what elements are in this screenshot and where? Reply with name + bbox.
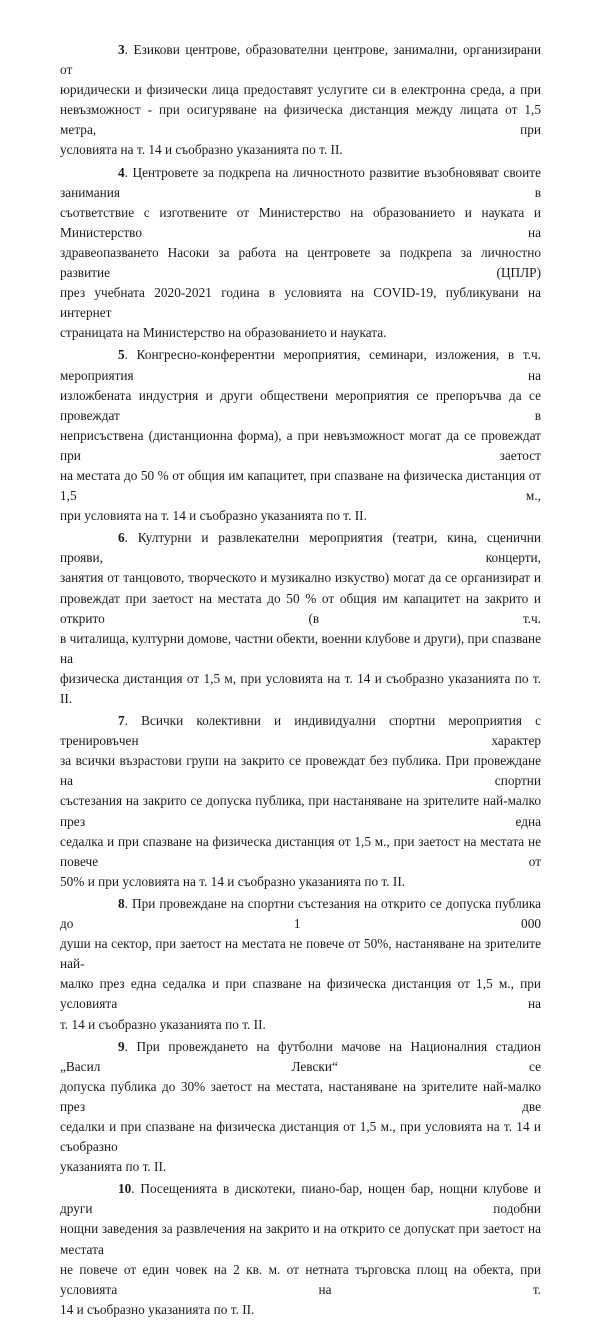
paragraph-number: 8: [118, 895, 125, 911]
paragraph-line: през учебната 2020-2021 година в условията на COVID-19, публикувани на интернет: [60, 285, 541, 321]
paragraph-line: изложбената индустрия и други обществени мероприятия се препоръчва да се провеждат в: [60, 387, 541, 423]
line-text: . Културни и развлекателни мероприятия (театри, кина, сценични прояви, концерти,: [60, 530, 541, 566]
paragraph-line: провеждат при заетост на местата до 50 % от общия им капацитет на закрито и открито (в т.ч.: [60, 590, 541, 626]
paragraph-line: не повече от един човек на 2 кв. м. от нетната търговска площ на обекта, при условията на т.: [60, 1261, 541, 1297]
paragraph-number: 6: [118, 530, 125, 546]
paragraph-line: [60, 163, 541, 203]
paragraph-line: страницата на Министерство на образованието и науката.: [60, 325, 387, 341]
paragraph-line: [60, 894, 541, 934]
paragraph-6: [60, 528, 541, 709]
paragraph-line: [60, 40, 541, 80]
paragraph-8: [60, 894, 541, 1035]
paragraph-4: [60, 163, 541, 344]
paragraph-line: при условията на т. 14 и съобразно указанията по т. II.: [60, 508, 367, 524]
document-page: [60, 40, 541, 1322]
paragraph-line: малко през една седалка и при спазване на физическа дистанция от 1,5 м., при условията на: [60, 976, 541, 1012]
paragraph-line: указанията по т. II.: [60, 1159, 167, 1175]
paragraph-line: [60, 1179, 541, 1219]
paragraph-line: [60, 1037, 541, 1077]
line-text: . При провеждането на футболни мачове на Националния стадион „Васил Левски“ се: [60, 1038, 541, 1074]
paragraph-line: занятия от танцовото, творческото и музикално изкуство) могат да се организират и: [60, 570, 541, 586]
line-text: . Посещенията в дискотеки, пиано-бар, нощен бар, нощни клубове и други подобни: [60, 1181, 541, 1217]
paragraph-line: [60, 345, 541, 385]
line-text: . Езикови центрове, образователни центрове, занимални, организирани от: [60, 42, 541, 78]
paragraph-number: 4: [118, 164, 125, 180]
paragraph-line: седалки и при спазване на физическа дистанция от 1,5 м., при условията на т. 14 и съобразно: [60, 1118, 541, 1155]
paragraph-number: 5: [118, 347, 125, 363]
line-text: . При провеждане на спортни състезания на открито се допуска публика до 1 000: [60, 895, 541, 932]
paragraph-line: 14 и съобразно указанията по т. II.: [60, 1301, 255, 1317]
line-text: . Конгресно-конферентни мероприятия, семинари, изложения, в т.ч. мероприятия на: [60, 347, 541, 383]
paragraph-line: на местата до 50 % от общия им капацитет, при спазване на физическа дистанция от 1,5 м.,: [60, 467, 541, 504]
paragraph-line: [60, 711, 541, 751]
paragraph-number: 3: [118, 42, 125, 57]
paragraph-line: условията на т. 14 и съобразно указанията по т. II.: [60, 142, 343, 158]
paragraph-line: съответствие с изготвените от Министерство на образованието и науката и Министерство на: [60, 204, 541, 240]
paragraph-line: седалка и при спазване на физическа дистанция от 1,5 м., при заетост на местата не повече от: [60, 833, 541, 869]
paragraph-line: в читалища, културни домове, частни обекти, военни клубове и други), при спазване на: [60, 630, 541, 666]
paragraph-number: 9: [118, 1038, 125, 1054]
paragraph-line: т. 14 и съобразно указанията по т. II.: [60, 1016, 266, 1032]
paragraph-9: [60, 1037, 541, 1178]
paragraph-line: неприсъствена (дистанционна форма), а при невъзможност могат да се провеждат при заетост: [60, 427, 541, 463]
line-text: . Центровете за подкрепа на личностното развитие възобновяват своите занимания в: [60, 164, 541, 200]
paragraph-line: души на сектор, при заетост на местата не повече от 50%, настаняване на зрителите най-: [60, 936, 541, 972]
paragraph-5: [60, 345, 541, 526]
line-text: . Всички колективни и индивидуални спортни мероприятия с тренировъчен характер: [60, 713, 541, 749]
paragraph-line: здравеопазването Насоки за работа на центровете за подкрепа за личностно развитие (ЦПЛР): [60, 244, 541, 281]
paragraph-line: допуска публика до 30% заетост на местата, настаняване на зрителите най-малко през две: [60, 1078, 541, 1114]
paragraph-line: юридически и физически лица предоставят услугите си в електронна среда, а при: [60, 82, 541, 98]
paragraph-line: състезания на закрито се допуска публика, при настаняване на зрителите най-малко през една: [60, 793, 541, 829]
paragraph-line: [60, 528, 541, 568]
paragraph-number: 10: [118, 1181, 132, 1197]
paragraph-line: за всички възрастови групи на закрито се провеждат без публика. При провеждане на спортни: [60, 753, 541, 789]
paragraph-10: [60, 1179, 541, 1320]
paragraph-3: [60, 40, 541, 161]
paragraph-line: невъзможност - при осигуряване на физическа дистанция между лицата от 1,5 метра, при: [60, 102, 541, 138]
paragraph-number: 7: [118, 713, 125, 729]
paragraph-line: 50% и при условията на т. 14 и съобразно указанията по т. II.: [60, 873, 406, 889]
paragraph-line: физическа дистанция от 1,5 м, при условията на т. 14 и съобразно указанията по т. II.: [60, 670, 541, 706]
paragraph-7: [60, 711, 541, 892]
paragraph-line: нощни заведения за развлечения на закрито и на открито се допускат при заетост на местата: [60, 1221, 541, 1257]
